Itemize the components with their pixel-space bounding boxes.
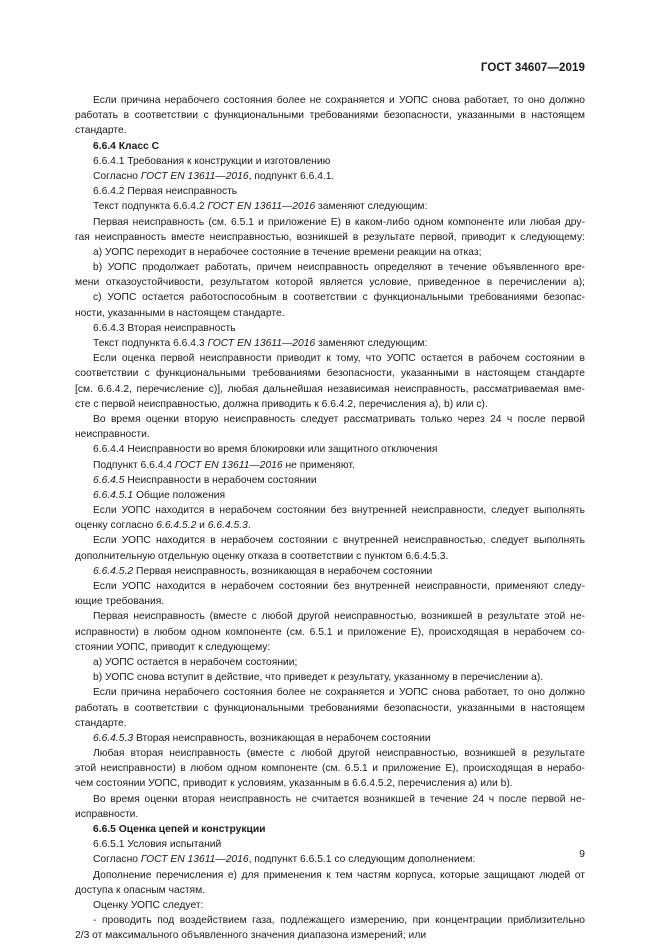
text-run: 6.6.4.2 Первая неисправность [93,186,238,198]
italic-reference: ГОСТ EN 13611—2016 [174,459,283,471]
text-run: 6.6.4 Класс С [93,140,160,152]
text-line [75,321,585,336]
text-run: исправности) в любом одном компоненте (см. 6.5.1 и приложение Е), происходящая в нерабочем со- [75,626,585,638]
text-run: Общие положения [133,489,226,501]
text-line [75,412,585,427]
text-line [75,366,585,381]
text-line [75,275,585,290]
text-run: Если УОПС находится в нерабочем состоянии без внутренней неисправности, применяют следу- [93,581,585,592]
text-line [75,579,585,594]
text-line [75,913,585,928]
text-line [75,685,585,700]
text-line [75,625,585,640]
text-run: сте с первой неисправностью, должна приводить к 6.6.4.2, перечисления а), b) или с). [75,398,488,410]
italic-reference: ГОСТ EN 13611—2016 [140,170,249,182]
text-run: Первая неисправность (см. 6.5.1 и приложение Е) в каком-либо одном компоненте или любая дру- [93,216,585,228]
italic-reference: ГОСТ EN 13611—2016 [207,338,316,349]
text-line [75,837,585,852]
text-run: 6.6.5 Оценка цепей и конструкции [93,824,266,835]
text-run: оценку согласно [75,520,157,532]
text-run: - проводить под воздействием газа, подлежащего измерению, при концентрации приблизительно [93,915,585,927]
text-line [75,260,585,275]
text-line [75,792,585,807]
text-line [75,336,585,351]
text-line [75,154,585,169]
italic-reference: 6.6.4.5 [93,474,125,486]
text-line [75,503,585,518]
text-line [75,123,585,138]
text-run: . [247,520,251,532]
text-run: 6.6.4.1 Требования к конструкции и изготовлению [93,155,331,167]
text-line [75,245,585,260]
text-run: чем состоянии УОПС, приводит к условиям, указанным в 6.6.4.5.2, перечисления а) или b). [75,778,513,790]
text-run: гая неисправность вместе неисправностью, возникшей в результате первой, приводит к следующему: [75,231,585,243]
italic-reference: 6.6.4.5.3 [93,732,134,744]
text-run: 2/3 от максимального объявленного значения диапазона измерений; или [75,930,427,942]
text-run: b) УОПС продолжает работать, причем неисправность определяют в течение объявленного вре- [93,262,585,274]
text-run: неисправности. [75,429,150,441]
text-line [75,397,585,412]
italic-reference: ГОСТ EN 13611—2016 [207,201,316,213]
text-run: Подпункт 6.6.4.4 [93,459,175,471]
text-line [75,184,585,199]
text-line [75,852,585,867]
text-run: ности, указанными в настоящем стандарте. [75,307,285,319]
text-run: этой неисправности) в любом одном компоненте (см. 6.5.1 и приложение Е), происходящая в нерабо- [75,763,585,775]
text-line [75,701,585,716]
text-run: не применяют. [282,459,355,471]
text-line [75,883,585,898]
text-line [75,93,585,108]
text-run: a) УОПС остается в нерабочем состоянии; [93,656,298,668]
text-line [75,427,585,442]
text-line [75,442,585,457]
text-line [75,868,585,883]
text-line [75,139,585,154]
text-run: Любая вторая неисправность (вместе с любой другой неисправностью, возникшей в результате [93,748,585,760]
text-run: Если причина нерабочего состояния более не сохраняется и УОПС снова работает, то оно должно [93,687,585,699]
text-line [75,716,585,731]
text-line [75,609,585,624]
text-run: стандарте. [75,125,127,137]
text-run: , подпункт 6.6.4.1. [248,170,335,182]
text-run: стандарте. [75,717,127,729]
text-run: 6.6.5.1 Условия испытаний [93,839,222,851]
text-run: Текст подпункта 6.6.4.3 [93,338,208,349]
text-run: 6.6.4.3 Вторая неисправность [93,322,236,334]
text-line [75,169,585,184]
text-run: Согласно [93,170,141,182]
text-run: Неисправности в нерабочем состоянии [124,474,317,486]
text-run: и [196,520,208,532]
text-run: Если УОПС находится в нерабочем состоянии без внутренней неисправности, следует выполнять [93,505,585,517]
italic-reference: ГОСТ EN 13611—2016 [140,854,249,866]
text-run: исправности. [75,808,139,820]
text-run: соответствии с функциональными требованиями безопасности, указанными в настоящем стандарте [75,368,585,380]
text-line [75,518,585,533]
text-run: Во время оценки вторая неисправность не считается возникшей в течение 24 ч после первой не- [93,793,585,805]
text-run: [см. 6.6.4.2, перечисление с)], любая дальнейшая независимая неисправность, рассматриваемая вме- [75,383,585,395]
text-line [75,670,585,685]
text-run: , подпункт 6.6.5.1 со следующим дополнением: [248,854,476,866]
text-run: мени отказоустойчивости, результатом которой является условие, приведенное в перечислении а); [75,277,585,289]
text-run: работать в соответствии с функциональными требованиями безопасности, указанными в настоящем [75,110,585,122]
text-line [75,640,585,655]
text-line [75,458,585,473]
text-line [75,549,585,564]
italic-reference: 6.6.4.5.1 [93,489,134,501]
page-number: 9 [579,848,585,860]
text-run: Текст подпункта 6.6.4.2 [93,201,208,213]
text-line [75,382,585,397]
text-run: Если причина нерабочего состояния более не сохраняется и УОПС снова работает, то оно должно [93,95,585,106]
standard-designation: ГОСТ 34607—2019 [480,62,585,74]
text-line [75,533,585,548]
text-line [75,199,585,214]
text-line [75,215,585,230]
text-line [75,108,585,123]
text-line [75,594,585,609]
text-run: стоянии УОПС, приводит к следующему: [75,641,271,653]
italic-reference: 6.6.4.5.3 [207,520,248,532]
text-line [75,488,585,503]
text-run: a) УОПС переходит в нерабочее состояние в течение времени реакции на отказ; [93,246,482,258]
text-line [75,822,585,837]
text-line [75,776,585,791]
text-line [75,928,585,943]
text-run: Оценку УОПС следует: [93,899,204,911]
text-run: Вторая неисправность, возникающая в нерабочем состоянии [133,732,431,744]
text-line [75,564,585,579]
text-line [75,230,585,245]
text-run: Если оценка первой неисправности приводит к тому, что УОПС остается в рабочем состоянии в [93,353,585,365]
text-run: Первая неисправность (вместе с любой другой неисправностью, возникшей в результате этой не- [93,611,585,623]
text-line [75,290,585,305]
text-line [75,306,585,321]
italic-reference: 6.6.4.5.2 [93,565,134,577]
text-run: Согласно [93,854,141,866]
text-run: Если УОПС находится в нерабочем состоянии с внутренней неисправностью, следует выполнять [93,535,585,547]
text-line [75,898,585,913]
text-run: ющие требования. [75,596,165,608]
italic-reference: 6.6.4.5.2 [156,520,197,532]
text-line [75,351,585,366]
text-line [75,746,585,761]
text-line [75,731,585,746]
text-run: Дополнение перечисления е) для применения к тем частям корпуса, которые защищают людей от [93,869,585,881]
text-line [75,655,585,670]
text-run: работать в соответствии с функциональными требованиями безопасности, указанными в настоящем [75,702,585,714]
text-run: Первая неисправность, возникающая в нерабочем состоянии [133,565,433,577]
text-run: 6.6.4.4 Неисправности во время блокировки или защитного отключения [93,444,438,456]
text-run: заменяют следующим: [315,201,428,213]
text-line [75,473,585,488]
text-run: c) УОПС остается работоспособным в соответствии с функциональными требованиями безопас- [93,292,585,304]
text-run: дополнительную отдельную оценку отказа в соответствии с пунктом 6.6.4.5.3. [75,550,449,562]
text-run: Во время оценки вторую неисправность следует рассматривать только через 24 ч после первой [93,413,585,425]
text-run: доступа к опасным частям. [75,884,206,896]
text-line [75,807,585,822]
document-body [75,93,585,944]
text-run: заменяют следующим: [315,338,428,349]
text-run: b) УОПС снова вступит в действие, что приведет к результату, указанному в перечислении а). [93,672,544,684]
text-line [75,761,585,776]
